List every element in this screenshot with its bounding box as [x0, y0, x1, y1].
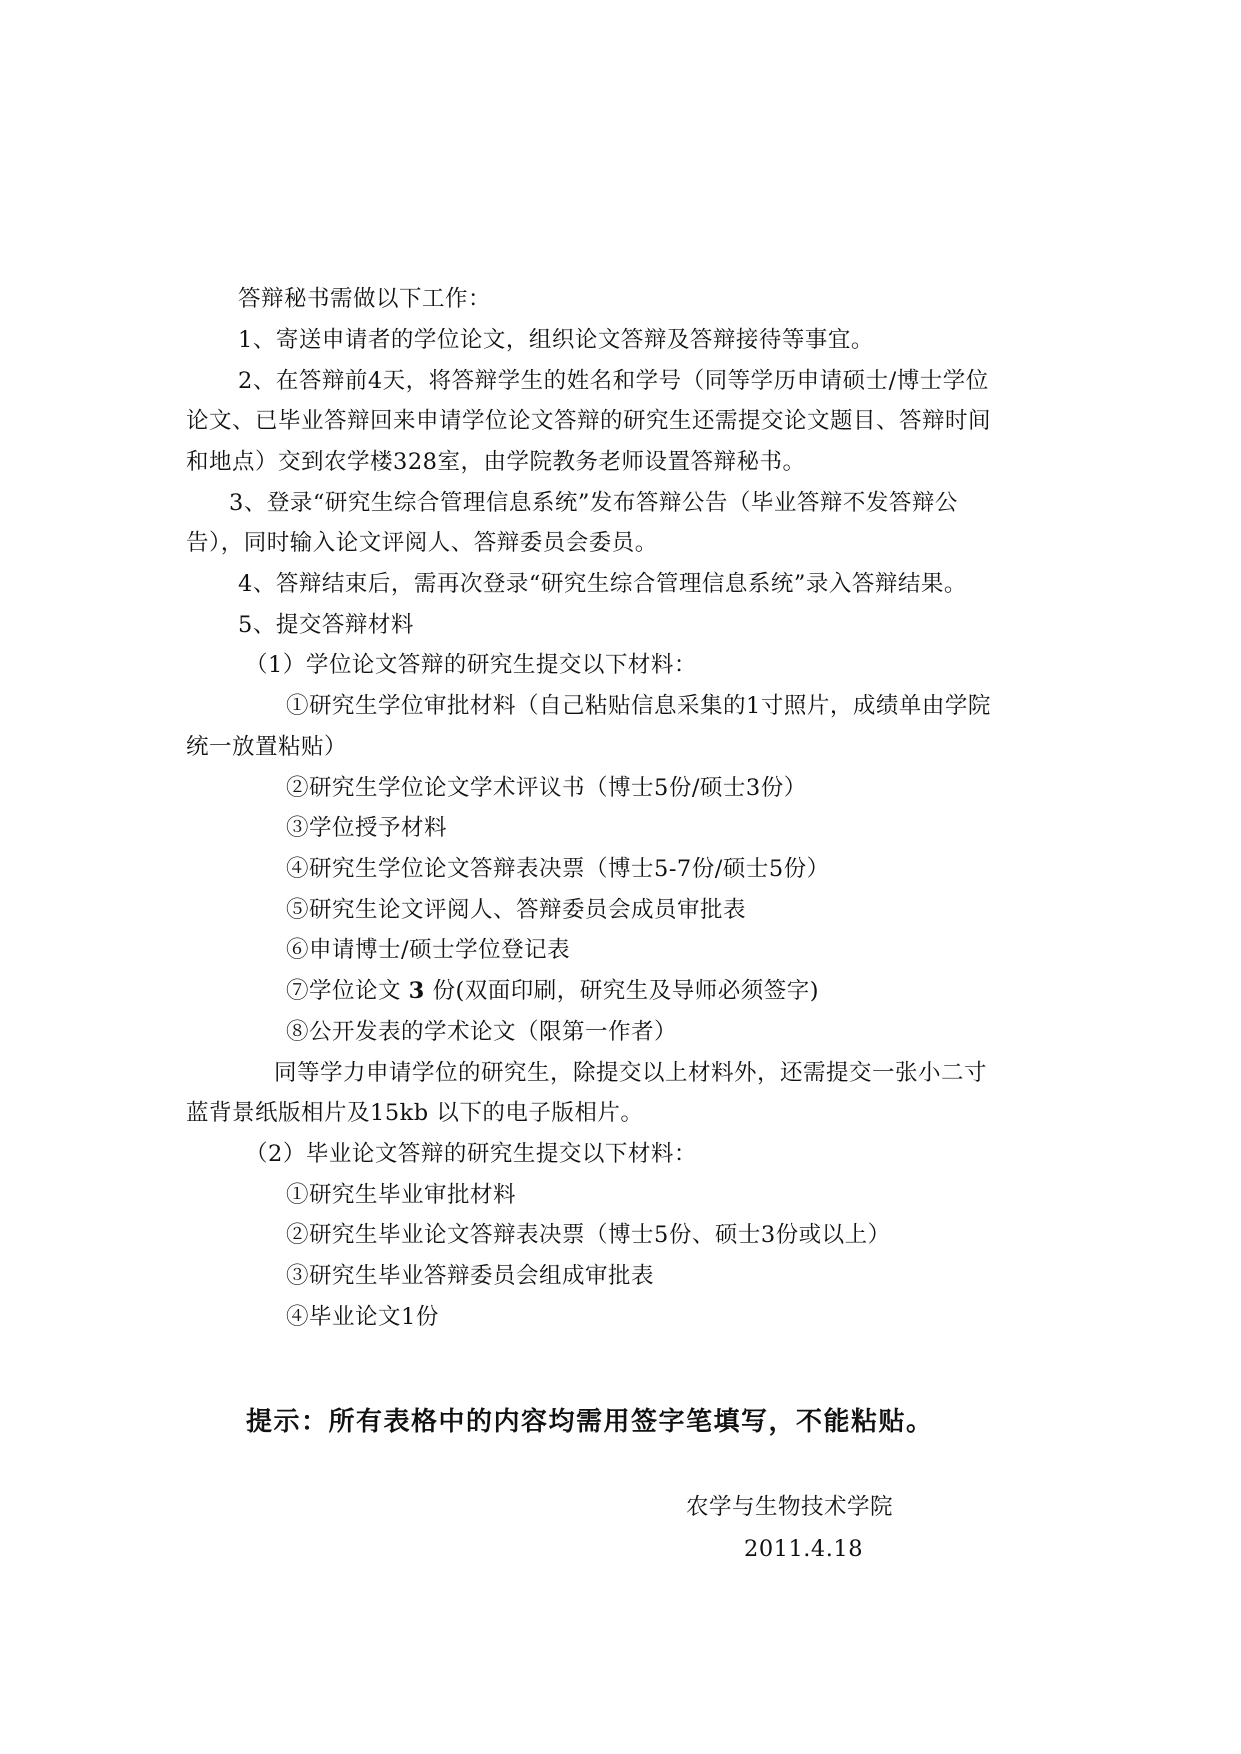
- signature-date: 2011.4.18: [744, 1536, 864, 1562]
- tip-note: 提示：所有表格中的内容均需用签字笔填写，不能粘贴。: [246, 1407, 934, 1437]
- intro-line: 答辩秘书需做以下工作：: [238, 286, 492, 312]
- sub1-item-b: ②研究生学位论文学术评议书（博士5份/硕士3份）: [286, 775, 807, 801]
- sub2-title: （2）毕业论文答辩的研究生提交以下材料：: [245, 1141, 697, 1167]
- equiv-note-line-1: 同等学力申请学位的研究生，除提交以上材料外，还需提交一张小二寸: [274, 1060, 988, 1086]
- signature-college: 农学与生物技术学院: [686, 1494, 894, 1520]
- sub1-item-c: ③学位授予材料: [286, 815, 448, 841]
- sub1-item-g: [286, 976, 819, 1006]
- item-2-line-2: 论文、已毕业答辩回来申请学位论文答辩的研究生还需提交论文题目、答辩时间: [186, 408, 992, 434]
- sub1-item-a-line-1: ①研究生学位审批材料（自己粘贴信息采集的1寸照片，成绩单由学院: [286, 693, 991, 719]
- item-3-line-1: 3、登录“研究生综合管理信息系统”发布答辩公告（毕业答辩不发答辩公: [229, 490, 958, 516]
- item-2-line-3: 和地点）交到农学楼328室，由学院教务老师设置答辩秘书。: [186, 449, 806, 475]
- sub1-item-h: ⑧公开发表的学术论文（限第一作者）: [286, 1019, 678, 1045]
- sub1-item-e: ⑤研究生论文评阅人、答辩委员会成员审批表: [286, 897, 747, 923]
- item-4: 4、答辩结束后，需再次登录“研究生综合管理信息系统”录入答辩结果。: [238, 571, 967, 597]
- sub1-item-a-line-2: 统一放置粘贴）: [186, 734, 348, 760]
- sub1-item-g-count: 3: [408, 978, 425, 1004]
- sub2-item-b: ②研究生毕业论文答辩表决票（博士5份、硕士3份或以上）: [286, 1222, 891, 1248]
- equiv-note-line-2: 蓝背景纸版相片及15kb 以下的电子版相片。: [186, 1100, 644, 1126]
- sub2-item-a: ①研究生毕业审批材料: [286, 1182, 517, 1208]
- item-3-line-2: 告），同时输入论文评阅人、答辩委员会委员。: [186, 530, 658, 556]
- sub1-item-g-prefix: ⑦学位论文: [286, 978, 409, 1004]
- sub2-item-c: ③研究生毕业答辩委员会组成审批表: [286, 1263, 655, 1289]
- item-2-line-1: 2、在答辩前4天，将答辩学生的姓名和学号（同等学历申请硕士/博士学位: [238, 368, 989, 394]
- sub1-item-f: ⑥申请博士/硕士学位登记表: [286, 937, 571, 963]
- sub2-item-d: ④毕业论文1份: [286, 1304, 439, 1330]
- sub1-item-g-suffix: 份(双面印刷，研究生及导师必须签字): [424, 978, 820, 1004]
- item-5: 5、提交答辩材料: [238, 612, 414, 638]
- item-1: 1、寄送申请者的学位论文，组织论文答辩及答辩接待等事宜。: [238, 327, 874, 353]
- sub1-item-d: ④研究生学位论文答辩表决票（博士5-7份/硕士5份）: [286, 856, 830, 882]
- sub1-title: （1）学位论文答辩的研究生提交以下材料：: [245, 652, 697, 678]
